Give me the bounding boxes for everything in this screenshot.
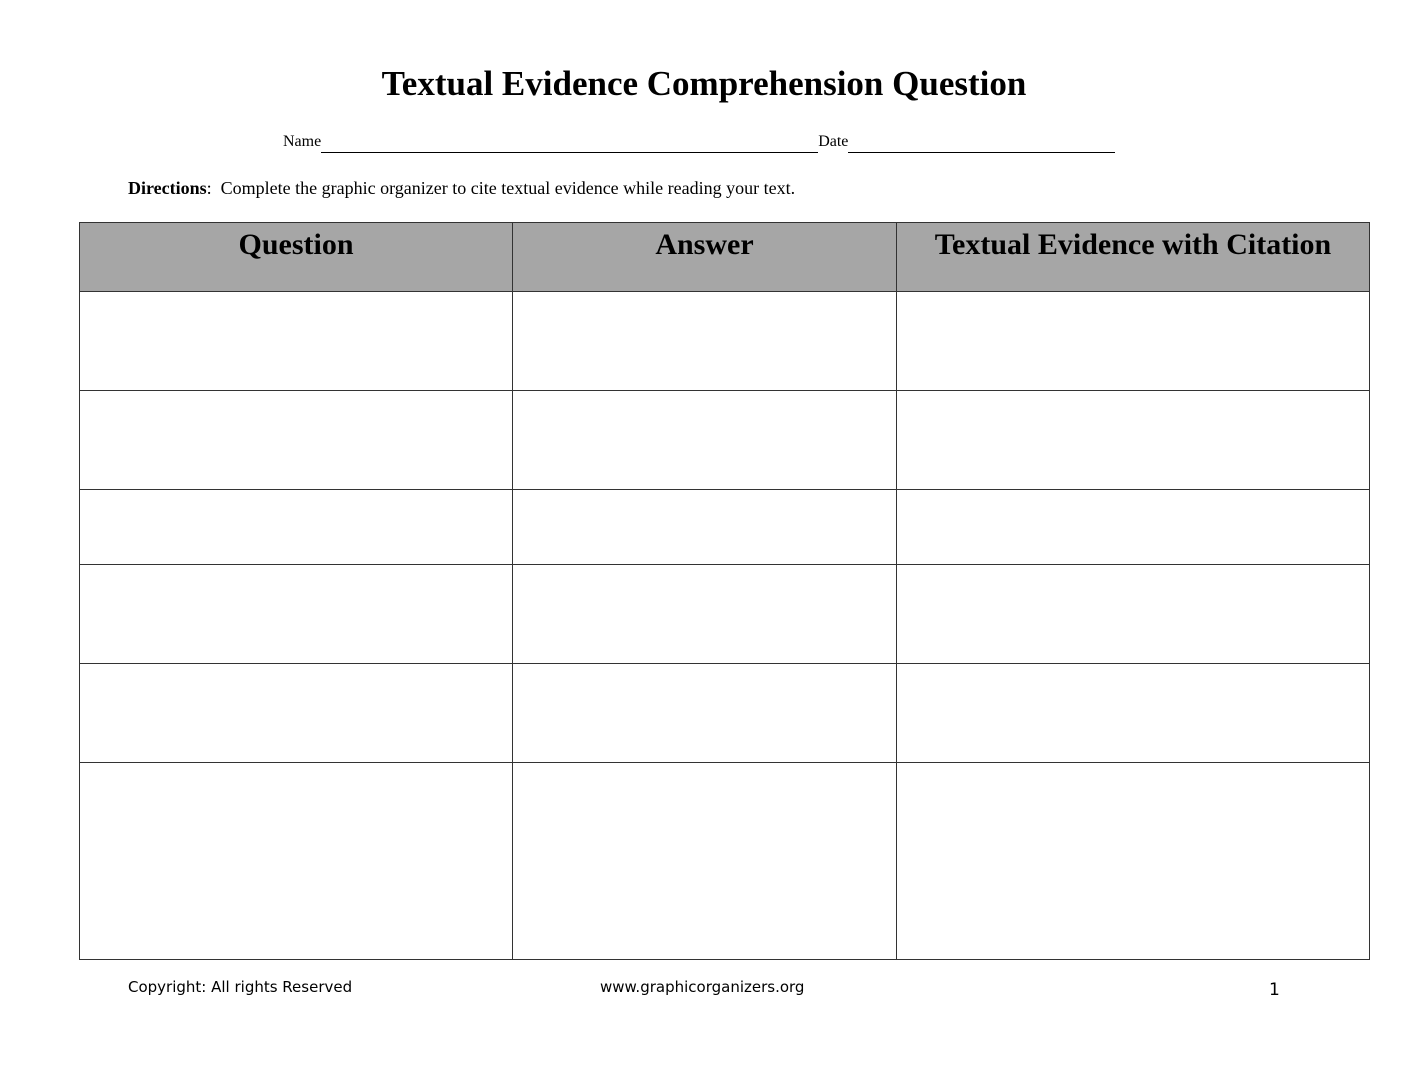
evidence-cell[interactable]: [897, 292, 1370, 391]
table-row: [80, 292, 1370, 391]
directions: [128, 176, 795, 200]
name-label: Name: [283, 133, 322, 150]
question-cell[interactable]: [80, 664, 513, 763]
answer-cell[interactable]: [513, 664, 897, 763]
table-row: [80, 664, 1370, 763]
table-header-row: [80, 223, 1370, 292]
answer-cell[interactable]: [513, 391, 897, 490]
date-blank[interactable]: [848, 134, 1115, 153]
header-answer: Answer: [513, 223, 897, 292]
question-cell[interactable]: [80, 763, 513, 960]
question-cell[interactable]: [80, 490, 513, 565]
answer-cell[interactable]: [513, 490, 897, 565]
answer-cell[interactable]: [513, 763, 897, 960]
evidence-cell[interactable]: [897, 565, 1370, 664]
evidence-cell[interactable]: [897, 490, 1370, 565]
table-row: [80, 763, 1370, 960]
date-label: Date: [818, 133, 849, 150]
graphic-organizer-table: [79, 222, 1370, 960]
name-date-line: [283, 131, 1115, 153]
page-title: Textual Evidence Comprehension Question: [381, 64, 1027, 103]
directions-separator: :: [206, 178, 212, 198]
page-number: 1: [1269, 980, 1280, 1000]
directions-text: Complete the graphic organizer to cite textual evidence while reading your text.: [220, 178, 796, 198]
question-cell[interactable]: [80, 292, 513, 391]
evidence-cell[interactable]: [897, 391, 1370, 490]
question-cell[interactable]: [80, 391, 513, 490]
table-row: [80, 391, 1370, 490]
evidence-cell[interactable]: [897, 664, 1370, 763]
name-blank[interactable]: [321, 134, 818, 153]
header-question: Question: [80, 223, 513, 292]
footer-website: www.graphicorganizers.org: [600, 978, 805, 996]
header-evidence: Textual Evidence with Citation: [897, 223, 1370, 292]
table-row: [80, 490, 1370, 565]
answer-cell[interactable]: [513, 565, 897, 664]
table-row: [80, 565, 1370, 664]
question-cell[interactable]: [80, 565, 513, 664]
directions-label: Directions: [128, 178, 207, 198]
answer-cell[interactable]: [513, 292, 897, 391]
footer-copyright: Copyright: All rights Reserved: [128, 978, 353, 996]
evidence-cell[interactable]: [897, 763, 1370, 960]
